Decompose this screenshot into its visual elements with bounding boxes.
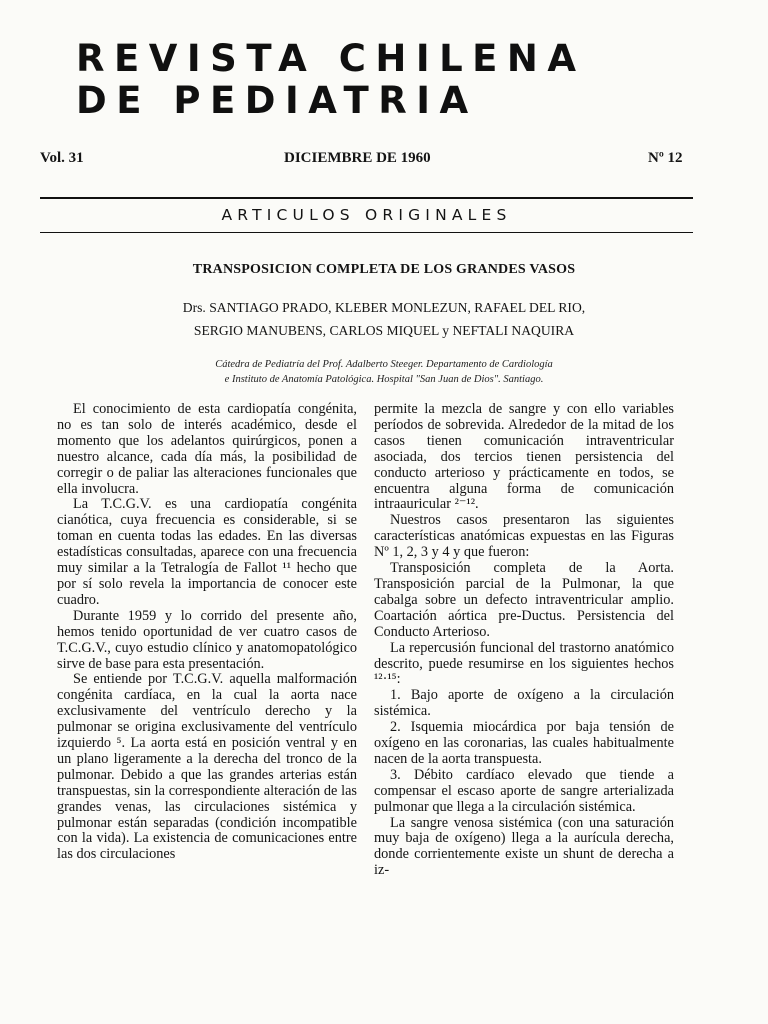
list-item: 1. Bajo aporte de oxígeno a la circulación sistémica.: [374, 687, 674, 720]
issue-number: Nº 12: [648, 150, 683, 166]
list-item: 3. Débito cardíaco elevado que tiende a compensar el escaso aporte de sangre arterializada pulmonar que llega a la circulación sistémica.: [374, 766, 674, 815]
bottom-rule: [40, 232, 693, 233]
affiliation-line1: Cátedra de Pediatría del Prof. Adalberto Steeger. Departamento de Cardiología: [215, 359, 553, 370]
section-title: ARTICULOS ORIGINALES: [221, 206, 512, 224]
authors-line2: SERGIO MANUBENS, CARLOS MIQUEL y NEFTALI NAQUIRA: [193, 323, 575, 338]
paragraph: La sangre venosa sistémica (con una saturación muy baja de oxígeno) llega a la aurícula derecha, donde corrientemente existe un shunt de derecha a iz-: [374, 814, 674, 879]
article-title: TRANSPOSICION COMPLETA DE LOS GRANDES VASOS: [192, 262, 576, 277]
journal-title-line1: REVISTA CHILENA: [76, 37, 586, 80]
body-column-left: [57, 402, 357, 863]
paragraph: Durante 1959 y lo corrido del presente año, hemos tenido oportunidad de ver cuatro casos de T.C.G.V., cuyo estudio clínico y anatomopatológico sirve de base para esta presentación.: [57, 607, 357, 672]
paragraph: permite la mezcla de sangre y con ello variables períodos de sobrevida. Alrededor de la mitad de los casos tienen comunicación intraventricular asociada, dos tercios tienen persistencia del conducto arterioso y prácticamente en todos, se encuentra alguna forma de comunicación intraauricular ²⁻¹².: [374, 401, 674, 513]
affiliation: [0, 357, 768, 387]
authors-line1: Drs. SANTIAGO PRADO, KLEBER MONLEZUN, RAFAEL DEL RIO,: [182, 300, 586, 315]
paragraph: Se entiende por T.C.G.V. aquella malformación congénita cardíaca, en la cual la aorta nace exclusivamente del ventrículo derecho y la pulmonar se origina exclusivamente del ventrículo izquierdo ⁵. La aorta está en posición ventral y en un plano ligeramente a la derecha del tronco de la pulmonar. Debido a que las grandes arterias están transpuestas, sin la correspondiente alteración de las grandes venas, las circulaciones sistémica y pulmonar están separadas (condición incompatible con la vida). La existencia de comunicaciones entre las dos circulaciones: [57, 671, 357, 863]
paragraph: Nuestros casos presentaron las siguientes características anatómicas expuestas en las Figuras Nº 1, 2, 3 y 4 y que fueron:: [374, 512, 674, 561]
paragraph: La T.C.G.V. es una cardiopatía congénita cianótica, cuya frecuencia es considerable, si se toman en cuenta todas las edades. En las diversas estadísticas consultadas, aparece con una frecuencia muy similar a la Tetralogía de Fallot ¹¹ hecho que por sí solo revela la importancia de conocer este cuadro.: [57, 496, 357, 608]
top-rule: [40, 197, 693, 199]
paragraph: Transposición completa de la Aorta. Transposición parcial de la Pulmonar, la que cabalga sobre un defecto intraventricular amplio. Coartación aórtica pre-Ductus. Persistencia del Conducto Arterioso.: [374, 560, 674, 640]
journal-masthead: [76, 38, 676, 122]
volume-label: Vol. 31: [40, 150, 84, 166]
journal-title-line2: DE PEDIATRIA: [76, 79, 478, 122]
affiliation-line2: e Instituto de Anatomía Patológica. Hospital "San Juan de Dios". Santiago.: [224, 374, 544, 385]
body-column-right: [374, 402, 674, 879]
paragraph: La repercusión funcional del trastorno anatómico descrito, puede resumirse en los siguientes hechos ¹²·¹⁵:: [374, 639, 674, 688]
issue-date: DICIEMBRE DE 1960: [284, 150, 431, 166]
list-item: 2. Isquemia miocárdica por baja tensión de oxígeno en las coronarias, las cuales habitualmente nacen de la aorta transpuesta.: [374, 719, 674, 767]
authors: [0, 296, 768, 342]
paragraph: El conocimiento de esta cardiopatía congénita, no es tan solo de interés académico, desde el momento que los adelantos quirúrgicos, ponen a nuestro alcance, cada día más, la posibilidad de corregir o de paliar las alteraciones funcionales que ella involucra.: [57, 401, 357, 497]
